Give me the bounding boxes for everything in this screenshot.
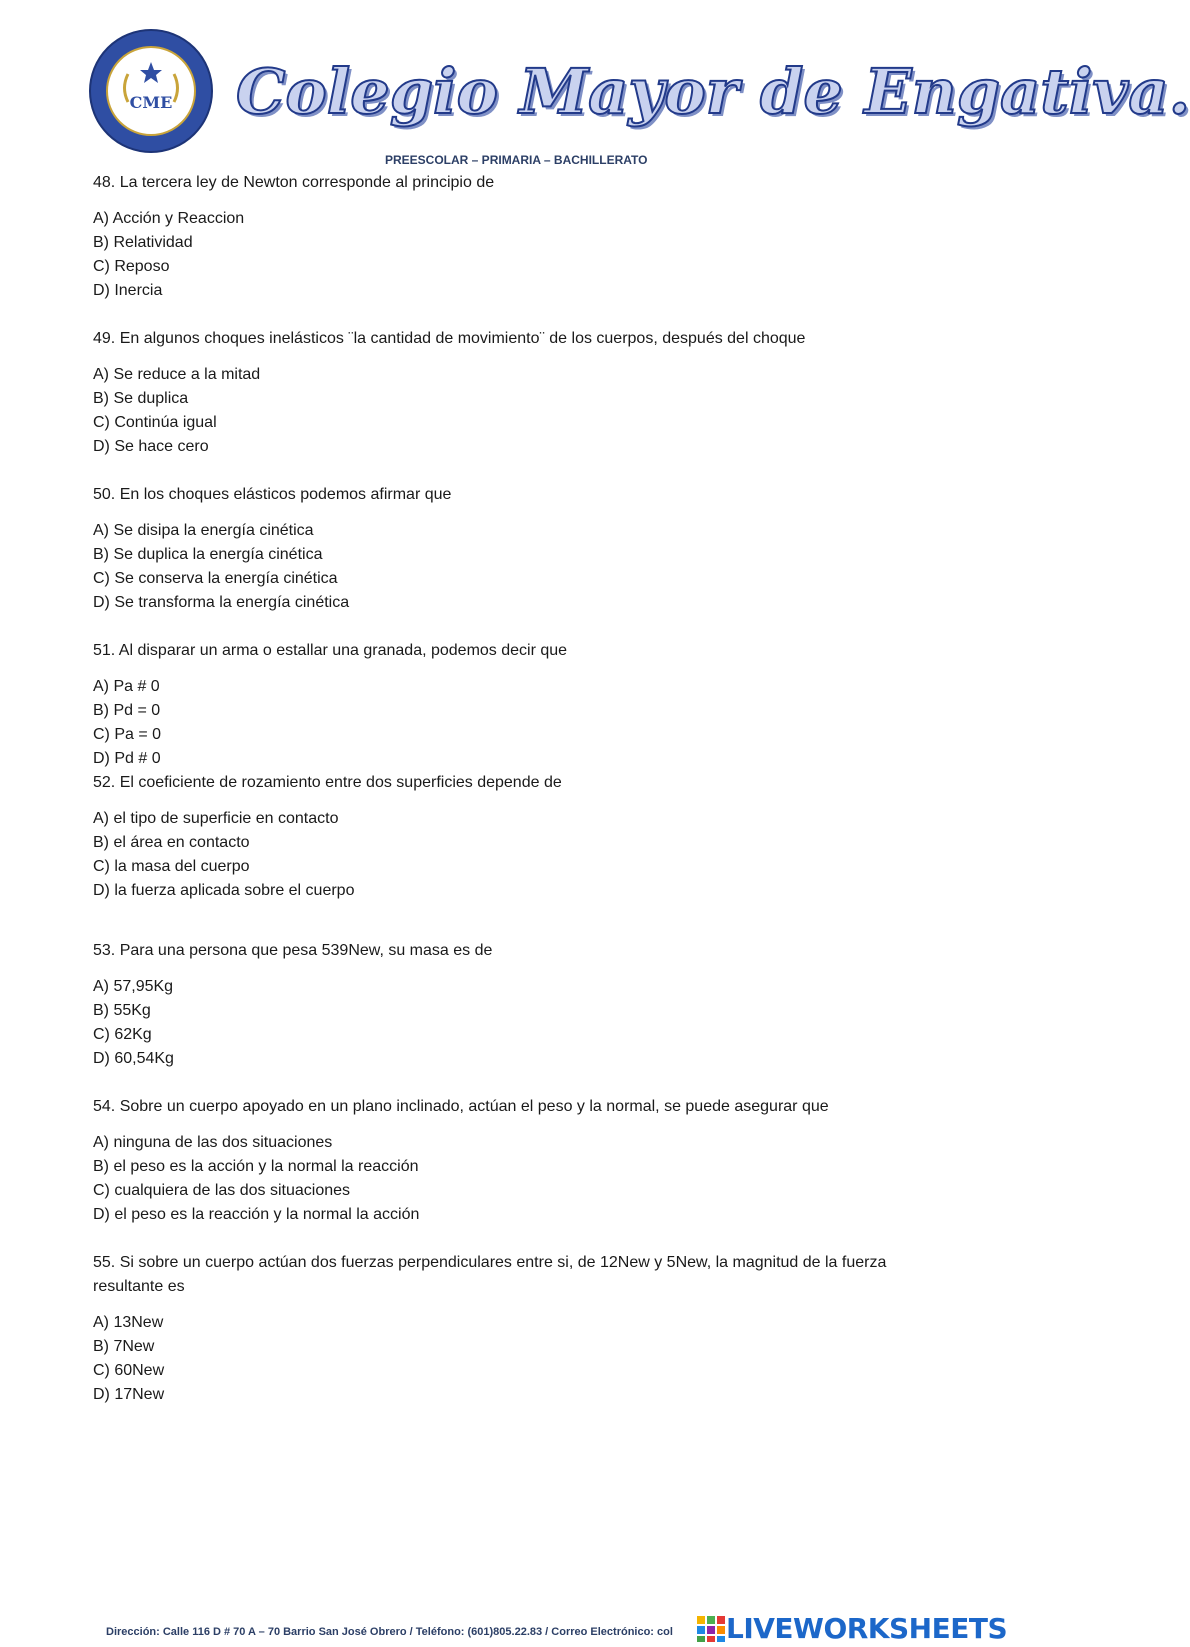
option-b: B) el área en contacto — [93, 834, 250, 851]
option-a: A) Se disipa la energía cinética — [93, 522, 314, 539]
option-d: D) Se hace cero — [93, 438, 209, 455]
option-c: C) 60New — [93, 1362, 165, 1379]
option-b: B) 7New — [93, 1338, 155, 1355]
option-c: C) 62Kg — [93, 1026, 152, 1043]
document-header — [0, 0, 1190, 170]
question-list — [93, 171, 923, 1407]
option-d: D) 60,54Kg — [93, 1050, 174, 1067]
question-text: 52. El coeficiente de rozamiento entre dos superficies depende de — [93, 774, 562, 791]
school-levels: PREESCOLAR – PRIMARIA – BACHILLERATO — [385, 153, 648, 167]
school-name-wordmark: Colegio Mayor de Engativa. — [236, 55, 1190, 128]
liveworksheets-wordmark: LIVEWORKSHEETS — [726, 1612, 1008, 1645]
question-50 — [93, 483, 923, 615]
option-b: B) Se duplica la energía cinética — [93, 546, 323, 563]
option-a: A) el tipo de superficie en contacto — [93, 810, 339, 827]
option-d: D) Pd # 0 — [93, 750, 161, 767]
option-d: D) Se transforma la energía cinética — [93, 594, 350, 611]
question-text: 49. En algunos choques inelásticos ¨la cantidad de movimiento¨ de los cuerpos, después del choque — [93, 330, 806, 347]
school-seal-logo — [88, 28, 214, 154]
question-49 — [93, 327, 923, 459]
seal-initials: CME — [129, 93, 173, 112]
question-text: 54. Sobre un cuerpo apoyado en un plano inclinado, actúan el peso y la normal, se puede asegurar que — [93, 1098, 829, 1115]
question-51 — [93, 639, 923, 771]
option-b: B) Pd = 0 — [93, 702, 161, 719]
option-b: B) Se duplica — [93, 390, 189, 407]
question-text: 53. Para una persona que pesa 539New, su masa es de — [93, 942, 493, 959]
question-text: 55. Si sobre un cuerpo actúan dos fuerzas perpendiculares entre si, de 12New y 5New, la magnitud de la fuerza resultante es — [93, 1254, 887, 1295]
option-a: A) 57,95Kg — [93, 978, 174, 995]
option-c: C) Se conserva la energía cinética — [93, 570, 338, 587]
liveworksheets-watermark[interactable] — [696, 1614, 1007, 1644]
option-d: D) el peso es la reacción y la normal la acción — [93, 1206, 420, 1223]
option-a: A) 13New — [93, 1314, 164, 1331]
question-53 — [93, 939, 923, 1071]
question-text: 48. La tercera ley de Newton corresponde al principio de — [93, 174, 495, 191]
option-d: D) Inercia — [93, 282, 163, 299]
question-48 — [93, 171, 923, 303]
option-a: A) Pa # 0 — [93, 678, 160, 695]
option-b: B) Relatividad — [93, 234, 193, 251]
question-52 — [93, 771, 923, 903]
question-54 — [93, 1095, 923, 1227]
option-c: C) Pa = 0 — [93, 726, 162, 743]
option-a: A) Acción y Reaccion — [93, 210, 245, 227]
option-c: C) Reposo — [93, 258, 170, 275]
option-a: A) ninguna de las dos situaciones — [93, 1134, 333, 1151]
option-c: C) la masa del cuerpo — [93, 858, 250, 875]
option-c: C) Continúa igual — [93, 414, 217, 431]
question-text: 51. Al disparar un arma o estallar una granada, podemos decir que — [93, 642, 568, 659]
option-d: D) 17New — [93, 1386, 165, 1403]
option-b: B) 55Kg — [93, 1002, 151, 1019]
option-a: A) Se reduce a la mitad — [93, 366, 261, 383]
option-b: B) el peso es la acción y la normal la reacción — [93, 1158, 419, 1175]
question-55 — [93, 1251, 923, 1407]
option-d: D) la fuerza aplicada sobre el cuerpo — [93, 882, 355, 899]
option-c: C) cualquiera de las dos situaciones — [93, 1182, 351, 1199]
footer-address: Dirección: Calle 116 D # 70 A – 70 Barrio San José Obrero / Teléfono: (601)805.22.83 / Correo Electrónico: col — [106, 1626, 673, 1638]
liveworksheets-logo-icon — [696, 1615, 726, 1643]
question-text: 50. En los choques elásticos podemos afirmar que — [93, 486, 452, 503]
